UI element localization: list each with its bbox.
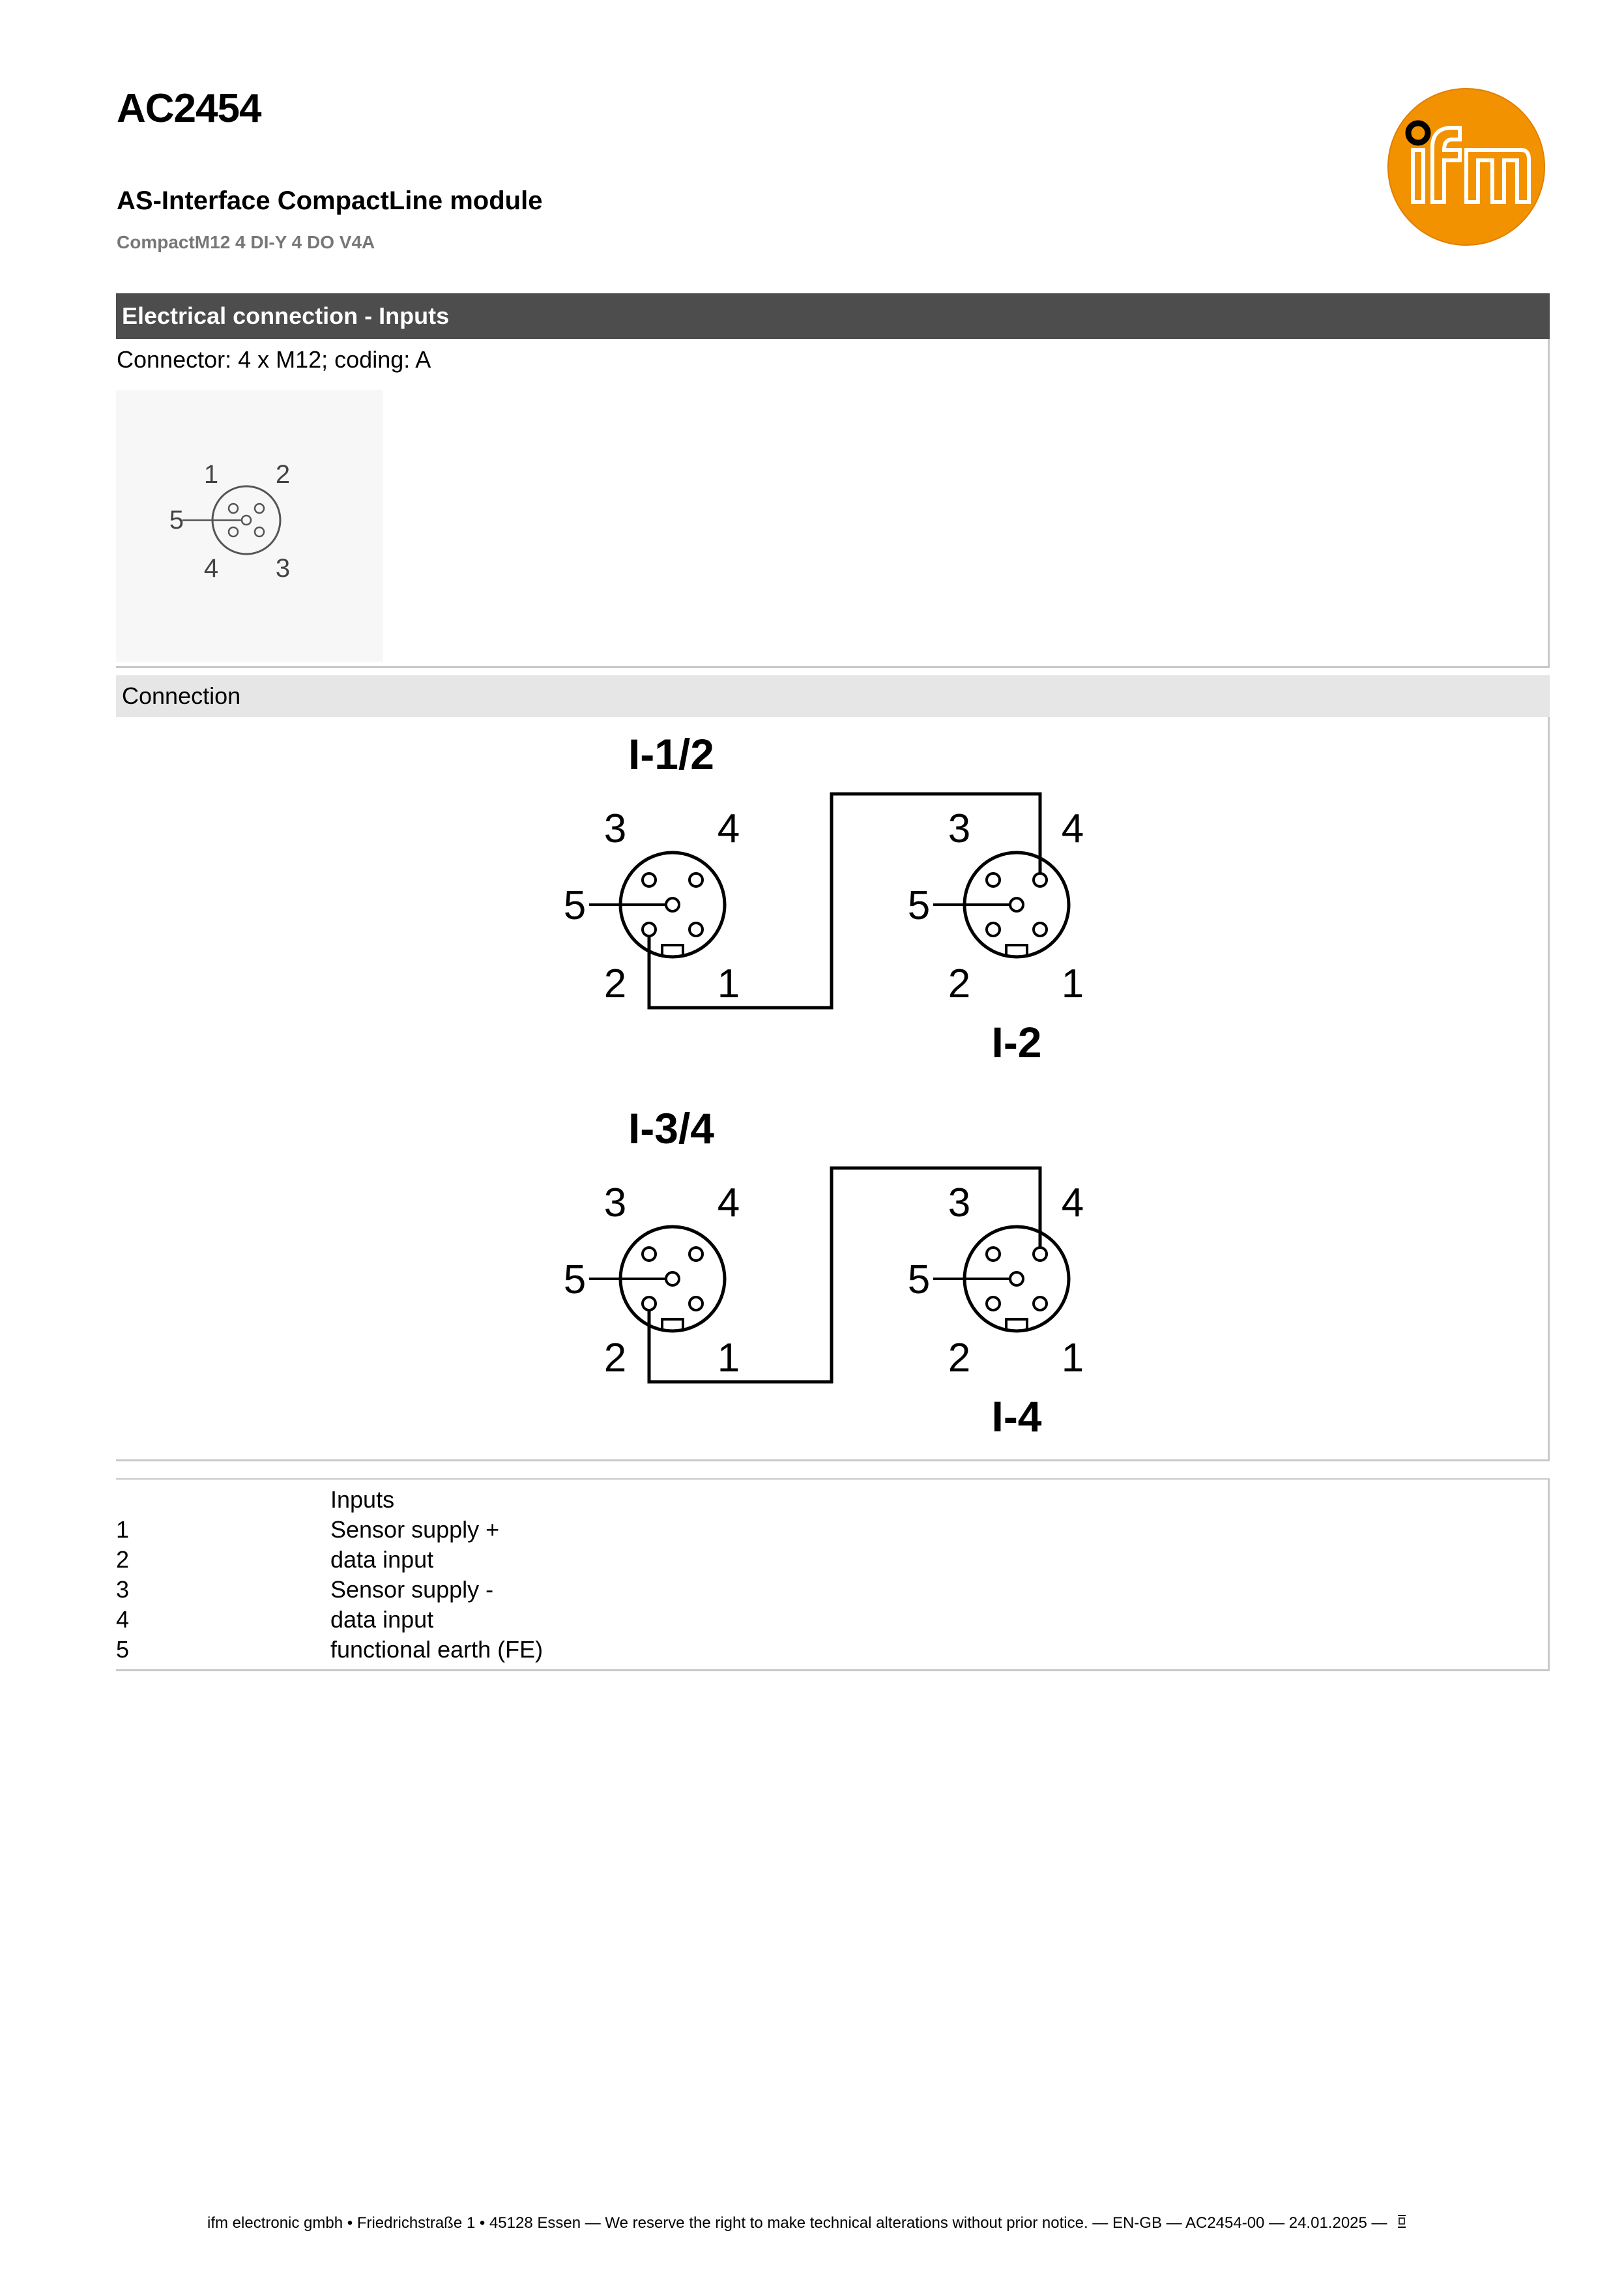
table-row: [116, 1635, 1485, 1665]
product-title: AS-Interface CompactLine module: [117, 186, 543, 215]
diagram-title: I-3/4: [628, 1104, 715, 1152]
pin-label: 4: [717, 1180, 740, 1225]
pin-table: [116, 1478, 1550, 1671]
pinout-label-3: 3: [275, 554, 291, 583]
pin-description: Sensor supply +: [330, 1516, 500, 1543]
pin-label: 1: [717, 961, 740, 1006]
pin-label: 3: [948, 1180, 971, 1225]
pinout-label-1: 1: [203, 460, 219, 489]
pinout-image: [116, 390, 383, 662]
footer: [207, 2214, 1407, 2234]
pin-label: 3: [948, 806, 971, 851]
pin-label: 1: [1061, 961, 1084, 1006]
footer-text: ifm electronic gmbh • Friedrichstraße 1 • 45128 Essen — We reserve the right to make technical alterations without prior notice. — EN-GB — AC2454-00 — 24.01.2025 —: [207, 2214, 1387, 2232]
pin-label: 2: [948, 961, 971, 1006]
connection-diagram-1: [547, 724, 1108, 1075]
connection-diagram-2: [547, 1098, 1108, 1450]
pin-description: functional earth (FE): [330, 1636, 544, 1663]
pin-label: 5: [907, 1257, 931, 1302]
pinout-label-5: 5: [169, 506, 184, 534]
diagram-bottom-label: I-4: [991, 1392, 1042, 1440]
diagram-title: I-1/2: [628, 730, 715, 778]
pin-label: 2: [603, 961, 627, 1006]
pin-label: 2: [948, 1336, 971, 1381]
diagram-bottom-label: I-2: [991, 1018, 1042, 1066]
pin-number: 4: [116, 1606, 130, 1633]
connector-text: Connector: 4 x M12; coding: A: [117, 346, 431, 373]
table-row: [116, 1515, 1485, 1545]
pin-description: data input: [330, 1546, 434, 1573]
pin-label: 4: [1061, 1180, 1084, 1225]
pin-label: 4: [1061, 806, 1084, 851]
pin-number: 1: [116, 1516, 130, 1543]
product-subtitle: CompactM12 4 DI-Y 4 DO V4A: [117, 232, 375, 252]
document-icon: [1397, 2214, 1407, 2234]
table-row: [116, 1575, 1485, 1605]
pin-label: 3: [603, 1180, 627, 1225]
pin-number: 5: [116, 1636, 130, 1663]
pin-description: data input: [330, 1606, 434, 1633]
section-header-connection: Connection: [116, 675, 1550, 717]
table-row: [116, 1605, 1485, 1635]
pin-number: 2: [116, 1546, 130, 1573]
table-row: [116, 1545, 1485, 1575]
pin-label: 5: [907, 883, 931, 928]
pin-description: Sensor supply -: [330, 1576, 494, 1603]
pin-label: 5: [563, 883, 587, 928]
ifm-logo-icon: [1387, 87, 1546, 246]
pinout-label-4: 4: [203, 554, 219, 583]
pin-label: 3: [603, 806, 627, 851]
pin-number: 3: [116, 1576, 130, 1603]
pin-label: 4: [717, 806, 740, 851]
table-header-row: [116, 1485, 1485, 1515]
product-code: AC2454: [117, 86, 261, 131]
table-header: Inputs: [330, 1486, 395, 1513]
section-header-electrical: Electrical connection - Inputs: [116, 293, 1550, 339]
pin-label: 1: [717, 1336, 740, 1381]
pin-label: 5: [563, 1257, 587, 1302]
pinout-label-2: 2: [275, 460, 291, 489]
pin-label: 1: [1061, 1336, 1084, 1381]
pin-label: 2: [603, 1336, 627, 1381]
